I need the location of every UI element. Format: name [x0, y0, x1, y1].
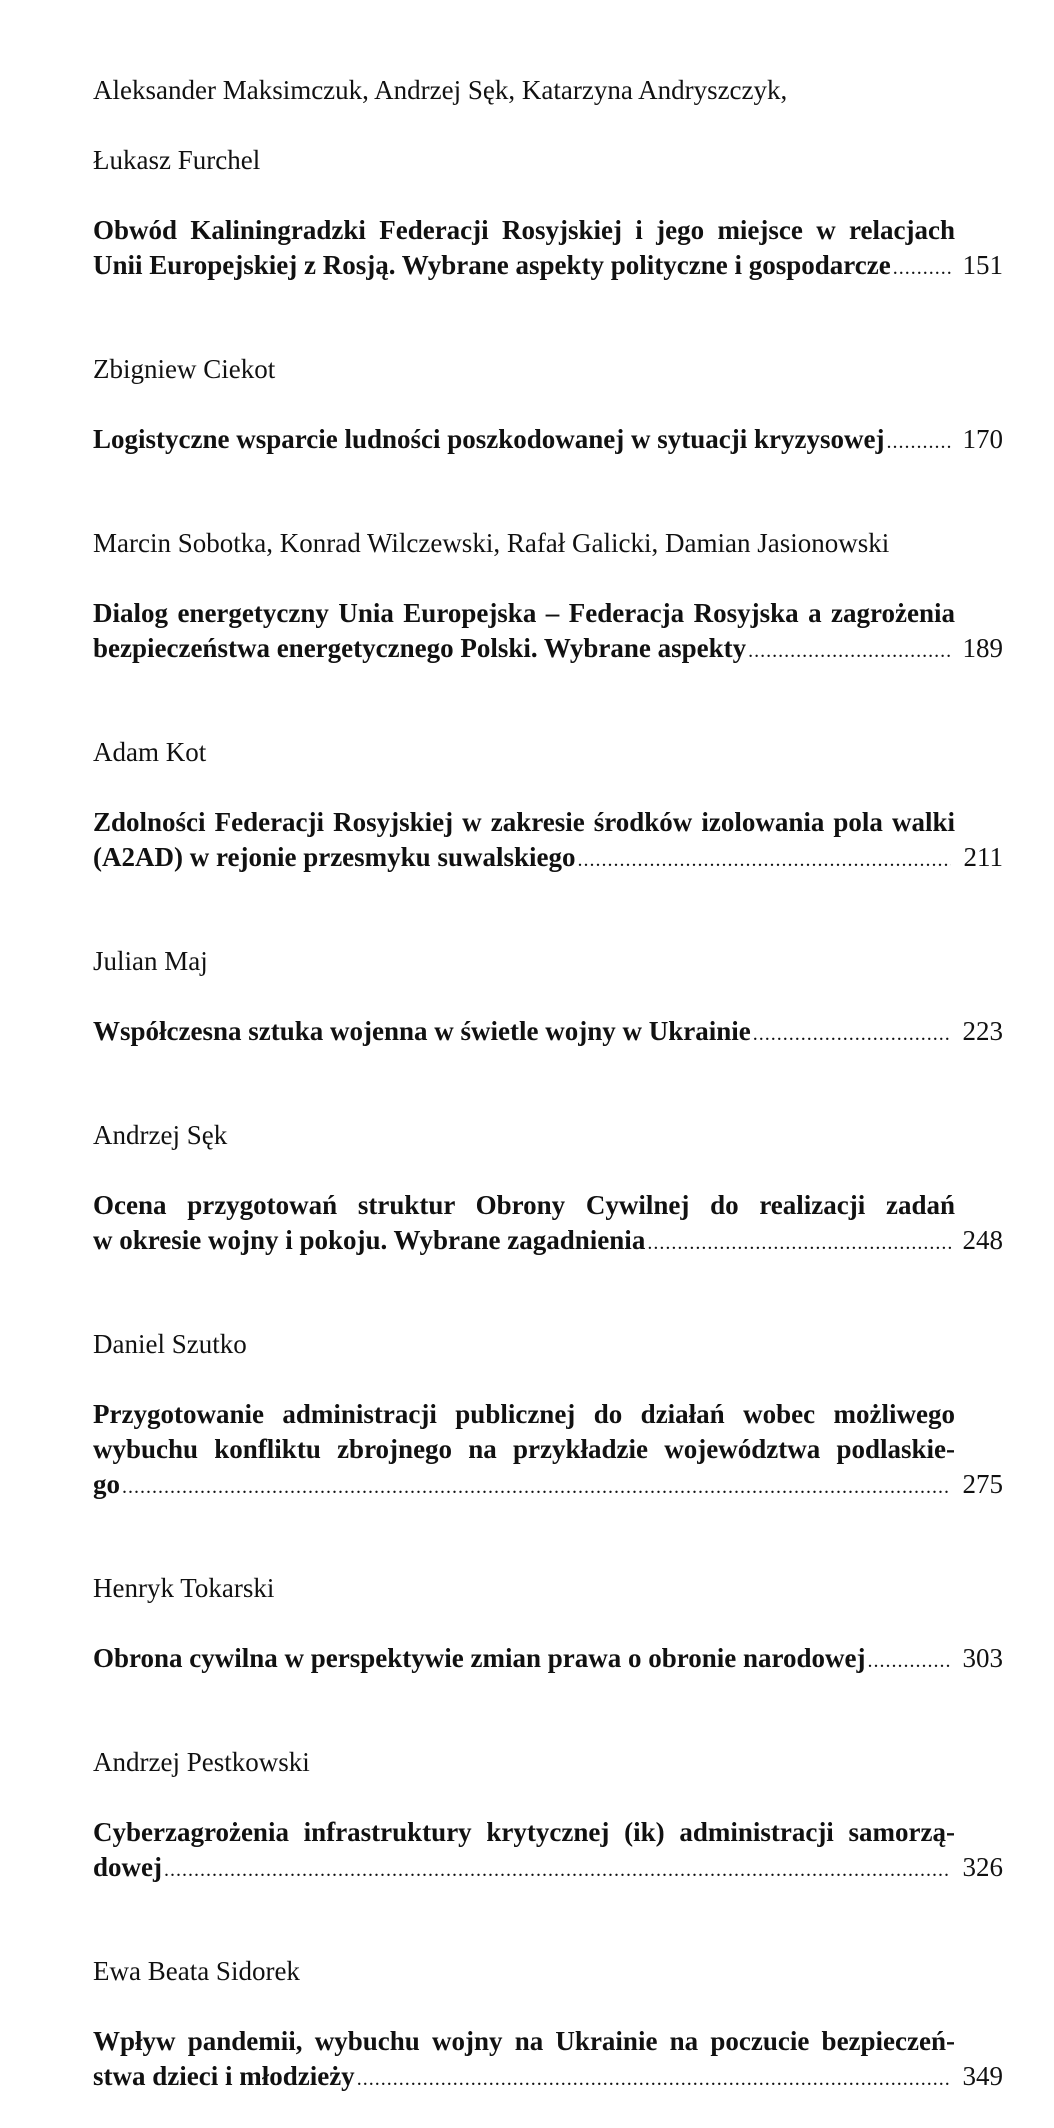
dot-leader: [647, 1232, 951, 1255]
entry-authors: [93, 909, 953, 1014]
dot-leader: [893, 257, 951, 280]
page-number: 248: [962, 1225, 1003, 1255]
dot-leader: [357, 2068, 951, 2091]
toc-entry[interactable]: [93, 1536, 1003, 1676]
dot-leader: [577, 849, 951, 872]
title-line: wybuchu konfliktu zbrojnego na przykładzie województwa podlaskie-: [93, 1434, 955, 1464]
toc-entry[interactable]: [93, 1710, 1003, 1885]
author-line: Andrzej Pestkowski: [93, 1747, 310, 1777]
page-number: 211: [963, 842, 1003, 872]
title-line: bezpieczeństwa energetycznego Polski. Wybrane aspekty: [93, 633, 747, 663]
page-number: 326: [962, 1852, 1003, 1882]
toc-entry[interactable]: [93, 1292, 1003, 1502]
author-line: Marcin Sobotka, Konrad Wilczewski, Rafał Galicki, Damian Jasionowski: [93, 528, 890, 558]
dot-leader: [887, 431, 952, 454]
entry-authors: [93, 317, 953, 422]
toc-entry[interactable]: [93, 317, 1003, 457]
entry-title: [93, 2024, 955, 2059]
dot-leader: [753, 1023, 951, 1046]
entry-title: [93, 1815, 955, 1850]
entry-authors: [93, 1536, 953, 1641]
toc-entry[interactable]: [93, 491, 1003, 666]
table-of-contents: [93, 38, 1003, 2128]
title-line: Ocena przygotowań struktur Obrony Cywilnej do realizacji zadań: [93, 1190, 955, 1220]
toc-entry[interactable]: [93, 1083, 1003, 1258]
title-line: Unii Europejskiej z Rosją. Wybrane aspekty polityczne i gospodarcze: [93, 250, 891, 280]
title-line: Logistyczne wsparcie ludności poszkodowanej w sytuacji kryzysowej: [93, 424, 885, 454]
dot-leader: [868, 1650, 951, 1673]
title-line: Wpływ pandemii, wybuchu wojny na Ukrainie na poczucie bezpieczeń-: [93, 2026, 955, 2056]
page-number: 223: [962, 1016, 1003, 1046]
dot-leader: [164, 1859, 951, 1882]
title-line: Przygotowanie administracji publicznej do działań wobec możliwego: [93, 1399, 955, 1429]
page-number: 275: [962, 1469, 1003, 1499]
toc-entry[interactable]: [93, 700, 1003, 875]
entry-authors: [93, 1710, 953, 1815]
author-line: Andrzej Sęk: [93, 1120, 228, 1150]
entry-authors: [93, 1919, 953, 2024]
title-line: Obwód Kaliningradzki Federacji Rosyjskiej i jego miejsce w relacjach: [93, 215, 955, 245]
title-line: (A2AD) w rejonie przesmyku suwalskiego: [93, 842, 576, 872]
entry-title: [93, 596, 955, 631]
dot-leader: [122, 1476, 951, 1499]
author-line: Julian Maj: [93, 946, 208, 976]
title-line: Cyberzagrożenia infrastruktury krytycznej (ik) administracji samorzą-: [93, 1817, 955, 1847]
author-line: Zbigniew Ciekot: [93, 354, 276, 384]
title-line: stwa dzieci i młodzieży: [93, 2061, 355, 2091]
entry-title: [93, 805, 955, 840]
author-line: Ewa Beata Sidorek: [93, 1956, 300, 1986]
page-number: 349: [962, 2061, 1003, 2091]
page-number: 170: [962, 424, 1003, 454]
title-line: w okresie wojny i pokoju. Wybrane zagadnienia: [93, 1225, 646, 1255]
author-line: Adam Kot: [93, 737, 207, 767]
title-line: Zdolności Federacji Rosyjskiej w zakresie środków izolowania pola walki: [93, 807, 955, 837]
author-line: Aleksander Maksimczuk, Andrzej Sęk, Katarzyna Andryszczyk,: [93, 75, 788, 105]
author-line: Łukasz Furchel: [93, 145, 261, 175]
title-line: go: [93, 1469, 120, 1499]
page-number: 151: [962, 250, 1003, 280]
title-line: dowej: [93, 1852, 162, 1882]
page-number: 189: [962, 633, 1003, 663]
dot-leader: [748, 640, 951, 663]
title-line: Współczesna sztuka wojenna w świetle wojny w Ukrainie: [93, 1016, 751, 1046]
author-line: Henryk Tokarski: [93, 1573, 275, 1603]
entry-title: [93, 1397, 955, 1467]
entry-authors: [93, 1292, 953, 1397]
page-number: 303: [962, 1643, 1003, 1673]
toc-entry[interactable]: [93, 1919, 1003, 2094]
entry-authors: [93, 38, 953, 213]
author-line: Daniel Szutko: [93, 1329, 247, 1359]
entry-authors: [93, 1083, 953, 1188]
toc-entry[interactable]: [93, 38, 1003, 283]
toc-entry[interactable]: [93, 909, 1003, 1049]
entry-authors: [93, 700, 953, 805]
entry-authors: [93, 491, 953, 596]
title-line: Obrona cywilna w perspektywie zmian prawa o obronie narodowej: [93, 1643, 866, 1673]
entry-title: [93, 213, 955, 248]
title-line: Dialog energetyczny Unia Europejska – Federacja Rosyjska a zagrożenia: [93, 598, 955, 628]
entry-title: [93, 1188, 955, 1223]
